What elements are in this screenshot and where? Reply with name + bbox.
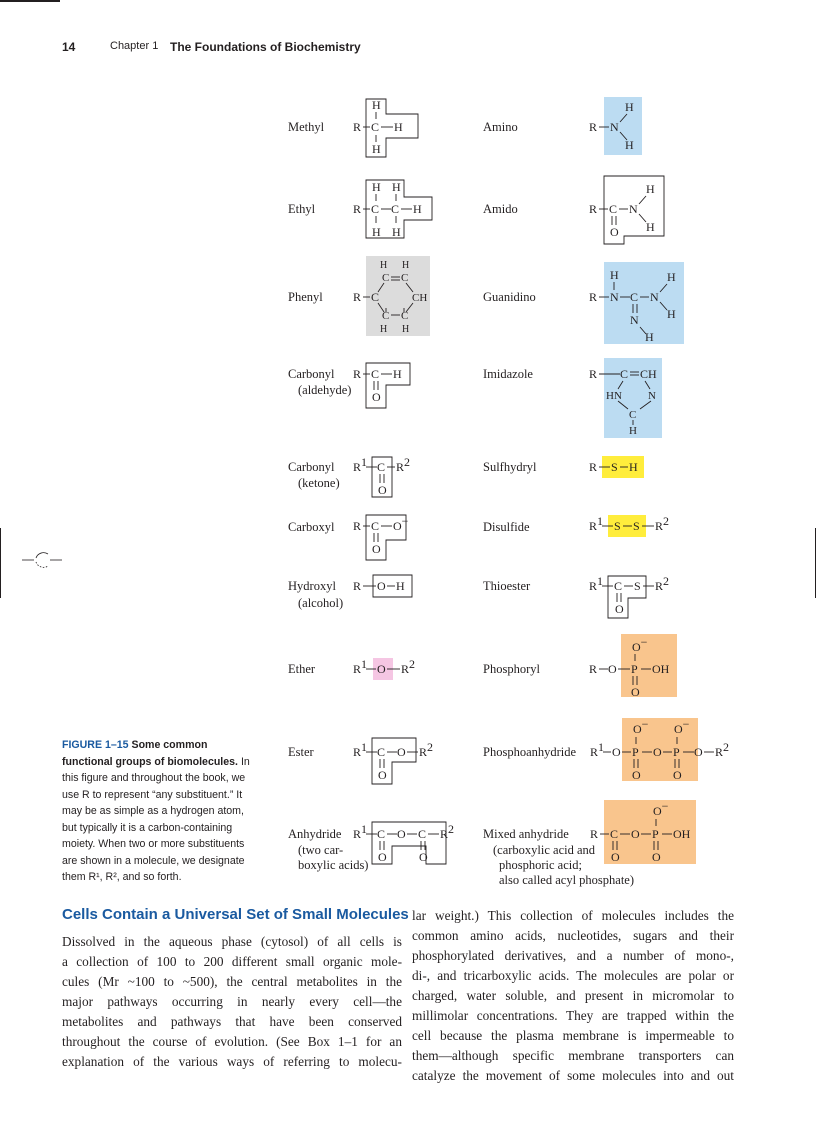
svg-text:R: R (353, 367, 362, 381)
svg-text:H: H (646, 182, 655, 196)
body-line: di-, and tricarboxylic acids. The molecules are polar or (412, 968, 734, 983)
svg-text:O: O (378, 483, 387, 497)
svg-text:O−: O− (393, 514, 409, 533)
svg-text:HN: HN (606, 390, 622, 402)
svg-text:R1: R1 (589, 514, 604, 533)
svg-text:C: C (371, 290, 380, 304)
group-label-disulfide: Disulfide (483, 520, 530, 534)
body-line: metabolites and pathways that have been conserved (62, 1014, 402, 1029)
svg-text:H: H (625, 100, 634, 114)
structure-thioester (589, 574, 669, 618)
svg-text:C: C (401, 272, 409, 284)
svg-text:H: H (393, 367, 402, 381)
body-line: throughout the course of evolution. (See Box 1–1 for an (62, 1034, 402, 1049)
group-label-hydroxyl: Hydroxyl (288, 579, 336, 593)
structure-amino (589, 97, 642, 155)
svg-text:O: O (397, 745, 406, 759)
body-line: catalyze the movement of some molecules into and out (412, 1068, 734, 1083)
svg-text:H: H (380, 260, 388, 271)
structure-imidazole (589, 358, 662, 438)
structure-disulfide (589, 514, 669, 537)
group-sublabel-anhydride-1: (two car- (298, 843, 344, 857)
svg-text:H: H (396, 579, 405, 593)
group-sublabel-ketone: (ketone) (298, 476, 340, 490)
svg-text:H: H (645, 330, 654, 344)
body-line: millimolar concentrations. They are trapped within the (412, 1008, 734, 1023)
svg-text:P: P (673, 745, 680, 759)
group-label-amido: Amido (483, 202, 518, 216)
svg-text:H: H (667, 270, 676, 284)
svg-text:R2: R2 (401, 657, 416, 676)
svg-text:H: H (372, 180, 381, 194)
svg-text:H: H (625, 138, 634, 152)
structure-ether (353, 657, 415, 680)
svg-text:O: O (377, 579, 386, 593)
svg-text:S: S (611, 460, 618, 474)
group-label-phosphoanhydride: Phosphoanhydride (483, 745, 577, 759)
svg-text:C: C (371, 120, 380, 134)
svg-text:H: H (372, 225, 381, 239)
body-line: lar weight.) This collection of molecules includes the (412, 908, 734, 923)
svg-text:O: O (378, 850, 387, 864)
svg-text:C: C (382, 310, 390, 322)
body-line: cules (Mr ~100 to ~500), the central metabolites in the (62, 974, 402, 989)
group-label-phenyl: Phenyl (288, 290, 323, 304)
svg-text:N: N (648, 390, 656, 402)
svg-text:H: H (394, 120, 403, 134)
svg-text:C: C (371, 519, 380, 533)
svg-text:C: C (391, 202, 400, 216)
svg-text:O−: O− (633, 717, 649, 736)
group-label-mixed-anhydride: Mixed anhydride (483, 827, 569, 841)
svg-text:R1: R1 (353, 455, 368, 474)
group-label-sulfhydryl: Sulfhydryl (483, 460, 537, 474)
group-label-ether: Ether (288, 662, 316, 676)
svg-text:O: O (372, 390, 381, 404)
svg-text:H: H (392, 225, 401, 239)
svg-text:N: N (650, 290, 659, 304)
structure-sulfhydryl (589, 456, 644, 478)
svg-text:O: O (652, 850, 661, 864)
svg-text:R: R (353, 202, 362, 216)
body-line: major pathways occurring in nearly every cell—the (62, 994, 402, 1009)
svg-text:H: H (646, 220, 655, 234)
svg-text:R1: R1 (589, 574, 604, 593)
svg-text:CH: CH (412, 292, 428, 304)
body-line: explanation of the various ways of referring to molecu- (62, 1054, 402, 1069)
svg-text:R2: R2 (440, 822, 455, 841)
svg-text:O−: O− (653, 799, 669, 818)
svg-text:O−: O− (632, 635, 648, 654)
svg-text:S: S (614, 519, 621, 533)
group-label-carboxyl: Carboxyl (288, 520, 335, 534)
svg-text:O: O (694, 745, 703, 759)
svg-text:R2: R2 (655, 574, 670, 593)
figure-caption (62, 737, 258, 886)
svg-text:O: O (612, 745, 621, 759)
svg-text:O: O (611, 850, 620, 864)
figure-title: Some common functional groups of biomolecules. (62, 739, 238, 768)
svg-text:H: H (402, 260, 410, 271)
svg-text:OH: OH (673, 827, 691, 841)
svg-text:O−: O− (674, 717, 690, 736)
structure-phosphoanhydride (590, 717, 729, 782)
svg-text:C: C (371, 367, 380, 381)
svg-text:O: O (631, 827, 640, 841)
svg-text:CH: CH (640, 367, 657, 381)
svg-text:P: P (652, 827, 659, 841)
svg-text:H: H (629, 425, 637, 437)
svg-text:C: C (418, 827, 427, 841)
body-line: cell because the plasma membrane is impermeable to (412, 1028, 734, 1043)
svg-text:P: P (631, 662, 638, 676)
svg-text:N: N (630, 313, 639, 327)
svg-text:H: H (629, 460, 638, 474)
svg-text:O: O (378, 768, 387, 782)
body-column-right (412, 906, 734, 1086)
structure-ethyl (353, 180, 432, 239)
svg-text:S: S (633, 519, 640, 533)
body-line: a collection of 100 to 200 different small organic mole- (62, 954, 402, 969)
page-number: 14 (62, 40, 76, 54)
svg-text:R1: R1 (353, 822, 368, 841)
svg-text:R: R (589, 662, 598, 676)
svg-text:O: O (673, 768, 682, 782)
structure-phenyl (353, 256, 430, 336)
svg-text:C: C (377, 745, 386, 759)
svg-text:N: N (629, 202, 638, 216)
svg-text:C: C (382, 272, 390, 284)
svg-text:O: O (372, 542, 381, 556)
svg-text:R2: R2 (655, 514, 670, 533)
svg-text:R2: R2 (715, 740, 730, 759)
chapter-label: Chapter 1 (110, 40, 159, 52)
svg-text:H: H (667, 307, 676, 321)
group-label-ethyl: Ethyl (288, 202, 316, 216)
svg-text:O: O (419, 850, 428, 864)
svg-text:O: O (653, 745, 662, 759)
svg-text:R: R (353, 290, 362, 304)
figure-number: FIGURE 1–15 (62, 739, 129, 751)
svg-text:H: H (413, 202, 422, 216)
structure-phosphoryl (589, 634, 677, 699)
svg-text:N: N (610, 290, 619, 304)
group-sublabel-mixed-3: also called acyl phosphate) (499, 873, 635, 887)
group-label-carbonyl-aldehyde: Carbonyl (288, 367, 335, 381)
group-label-phosphoryl: Phosphoryl (483, 662, 540, 676)
svg-text:R2: R2 (396, 455, 411, 474)
group-label-methyl: Methyl (288, 120, 325, 134)
svg-text:P: P (632, 745, 639, 759)
svg-text:C: C (371, 202, 380, 216)
group-label-ester: Ester (288, 745, 314, 759)
figure-text: In this figure and throughout the book, we use R to represent “any substituent.” It may be as simple as a hydrogen atom, but typically it is a carbon-containing moiety. When two or more substituents are shown in a molecule, we designate them R¹, R², and so forth. (62, 755, 250, 883)
svg-text:R: R (589, 460, 598, 474)
body-line: them—although specific membrane transporters can (412, 1048, 734, 1063)
group-label-amino: Amino (483, 120, 518, 134)
svg-text:R: R (353, 120, 362, 134)
svg-text:H: H (402, 324, 410, 335)
svg-text:C: C (377, 460, 386, 474)
svg-text:N: N (610, 120, 619, 134)
svg-text:C: C (609, 202, 618, 216)
structure-guanidino (589, 262, 684, 344)
svg-text:H: H (372, 98, 381, 112)
structure-mixed-anhydride (590, 799, 696, 864)
body-line: phosphorylated derivatives, and a number of mono-, (412, 948, 734, 963)
body-line: common amino acids, nucleotides, sugars and their (412, 928, 734, 943)
svg-text:S: S (634, 579, 641, 593)
svg-text:O: O (377, 662, 386, 676)
body-line: Dissolved in the aqueous phase (cytosol) of all cells is (62, 934, 402, 949)
structure-anhydride (353, 822, 454, 864)
body-line: charged, water soluble, and present in micromolar to (412, 988, 734, 1003)
svg-text:C: C (620, 367, 629, 381)
svg-text:R1: R1 (590, 740, 605, 759)
svg-text:O: O (397, 827, 406, 841)
svg-text:R: R (589, 290, 598, 304)
svg-text:R: R (353, 519, 362, 533)
structure-methyl (353, 98, 418, 157)
body-column-left (62, 932, 402, 1072)
svg-text:O: O (615, 602, 624, 616)
chapter-title: The Foundations of Biochemistry (170, 40, 361, 54)
svg-text:OH: OH (652, 662, 670, 676)
svg-text:R: R (589, 120, 598, 134)
structure-hydroxyl (353, 575, 412, 597)
group-sublabel-mixed-1: (carboxylic acid and (493, 843, 596, 857)
group-label-carbonyl-ketone: Carbonyl (288, 460, 335, 474)
svg-text:R1: R1 (353, 657, 368, 676)
svg-text:H: H (372, 142, 381, 156)
structure-aldehyde (353, 363, 410, 408)
structure-carboxyl (353, 514, 409, 560)
svg-text:C: C (401, 310, 409, 322)
group-label-thioester: Thioester (483, 579, 531, 593)
svg-text:R: R (353, 579, 362, 593)
structure-ester (353, 738, 433, 784)
group-sublabel-alcohol: (alcohol) (298, 596, 344, 610)
structure-ketone (353, 455, 410, 497)
svg-text:O: O (632, 768, 641, 782)
svg-text:C: C (630, 290, 639, 304)
svg-text:H: H (392, 180, 401, 194)
svg-text:C: C (629, 409, 637, 421)
svg-text:R2: R2 (419, 740, 434, 759)
svg-text:H: H (380, 324, 388, 335)
svg-text:C: C (610, 827, 619, 841)
group-sublabel-mixed-2: phosphoric acid; (499, 858, 582, 872)
group-sublabel-aldehyde: (aldehyde) (298, 383, 352, 397)
group-label-anhydride: Anhydride (288, 827, 342, 841)
svg-text:R: R (589, 367, 598, 381)
group-label-guanidino: Guanidino (483, 290, 536, 304)
svg-text:R: R (590, 827, 599, 841)
svg-text:O: O (631, 685, 640, 699)
svg-text:C: C (377, 827, 386, 841)
svg-text:H: H (610, 268, 619, 282)
svg-text:O: O (608, 662, 617, 676)
group-label-imidazole: Imidazole (483, 367, 533, 381)
svg-text:R: R (589, 202, 598, 216)
section-heading: Cells Contain a Universal Set of Small Molecules (62, 906, 409, 923)
svg-text:O: O (610, 225, 619, 239)
structure-amido (589, 176, 664, 244)
svg-text:C: C (614, 579, 623, 593)
svg-text:R1: R1 (353, 740, 368, 759)
group-sublabel-anhydride-2: boxylic acids) (298, 858, 369, 872)
